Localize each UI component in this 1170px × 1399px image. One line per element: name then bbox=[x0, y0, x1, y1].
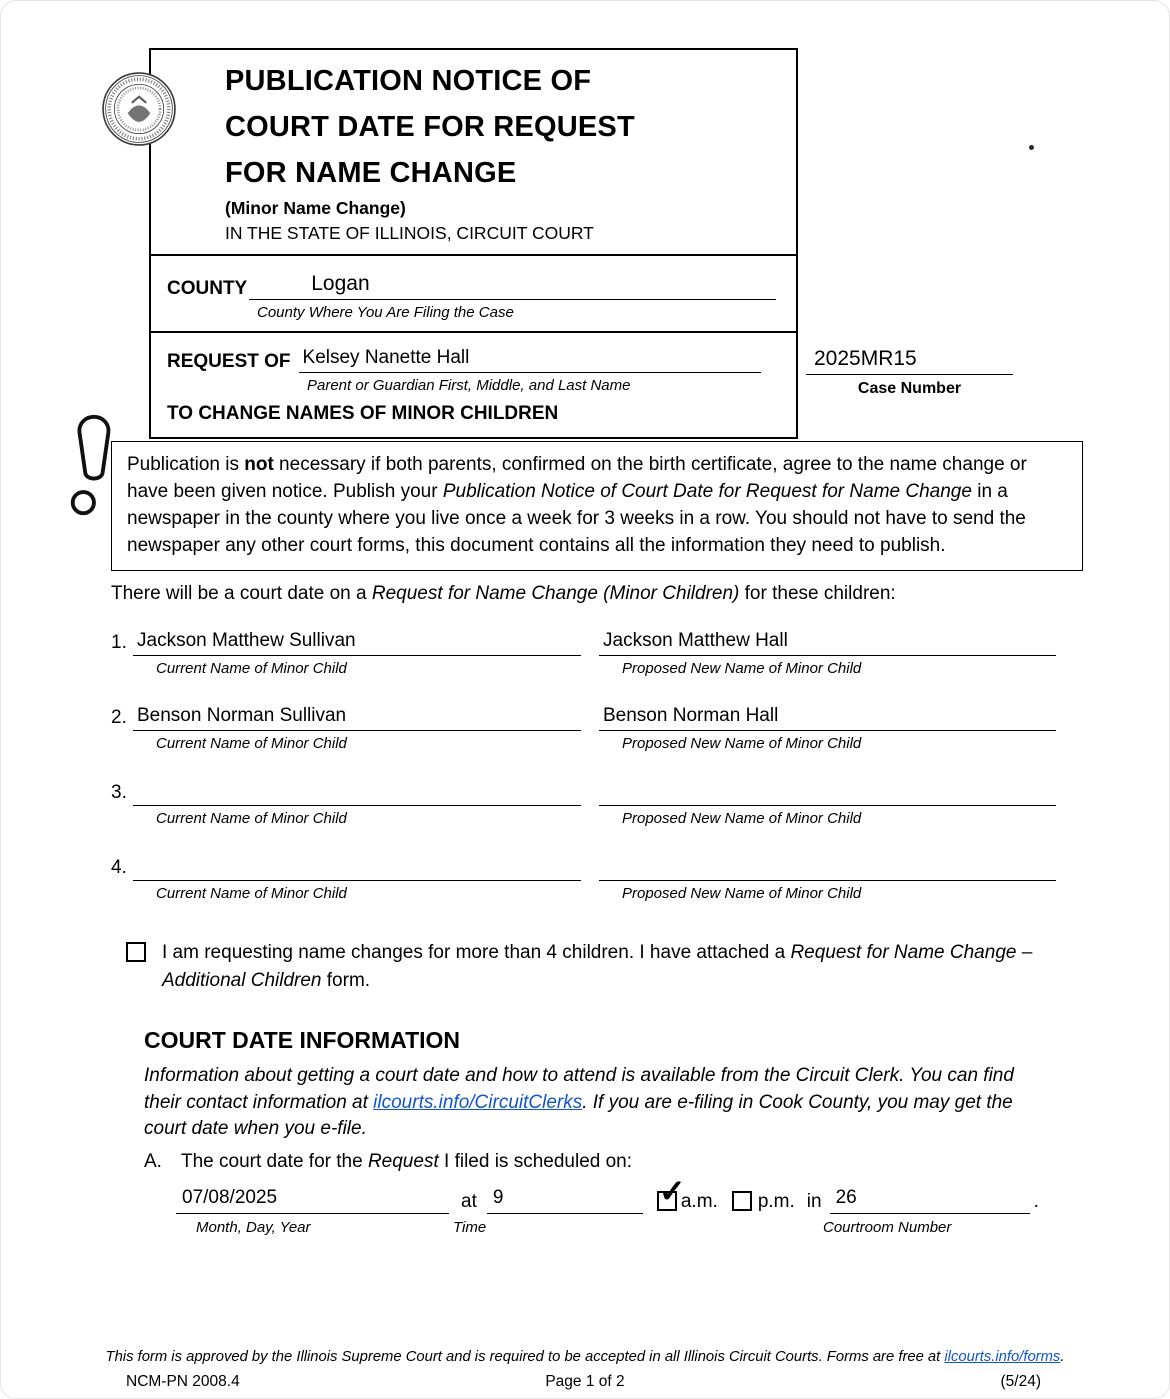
am-checkbox[interactable] bbox=[657, 1173, 686, 1211]
child-number: 2. bbox=[111, 707, 127, 728]
notice-segment: necessary if both parents, confirmed on the birth certificate, agree to the name change or have been given notice. Publish your bbox=[127, 454, 1027, 502]
page-indicator: Page 1 of 2 bbox=[545, 1373, 625, 1390]
intro-italic-segment: Request for Name Change (Minor Children) bbox=[371, 583, 740, 604]
proposed-name-field[interactable] bbox=[599, 630, 1056, 656]
court-date-field[interactable] bbox=[176, 1187, 449, 1214]
item-a-letter: A. bbox=[144, 1151, 162, 1172]
time-value: 9 bbox=[492, 1187, 504, 1208]
check-icon: ✓ bbox=[658, 1173, 686, 1209]
court-date-intro bbox=[111, 583, 896, 605]
court-date-fields-row bbox=[176, 1173, 1039, 1214]
more-children-segment: form. bbox=[321, 970, 371, 991]
proposed-name-value bbox=[599, 780, 603, 801]
more-children-italic-segment: Request for Name Change – Additional Children bbox=[162, 942, 1033, 991]
intro-segment: for these children: bbox=[739, 583, 896, 604]
child-row-4 bbox=[111, 855, 1056, 902]
form-number: NCM-PN 2008.4 bbox=[126, 1373, 240, 1390]
county-field[interactable] bbox=[249, 272, 776, 300]
requestor-name: Kelsey Nanette Hall bbox=[302, 347, 470, 368]
more-children-segment: I am requesting name changes for more than 4 children. I have attached a bbox=[162, 942, 791, 963]
county-value: Logan bbox=[311, 272, 370, 295]
request-section bbox=[151, 331, 796, 437]
case-number-label: Case Number bbox=[857, 380, 962, 397]
child-row-3 bbox=[111, 780, 1056, 827]
requestor-hint: Parent or Guardian First, Middle, and Last Name bbox=[307, 377, 631, 394]
info-segment: . If you are e-filing in Cook County, you may get the court date when you e-file. bbox=[144, 1091, 1013, 1139]
current-name-value bbox=[133, 855, 137, 876]
form-title bbox=[225, 58, 788, 196]
footer-segment: . bbox=[1060, 1349, 1065, 1365]
date-hint: Month, Day, Year bbox=[196, 1219, 311, 1236]
notice-italic-segment: Publication Notice of Court Date for Request for Name Change bbox=[442, 481, 972, 502]
item-a-segment: The court date for the bbox=[181, 1151, 368, 1172]
pm-checkbox[interactable] bbox=[732, 1191, 752, 1211]
circuit-clerks-link[interactable]: ilcourts.info/CircuitClerks bbox=[373, 1091, 583, 1113]
children-list bbox=[111, 630, 1056, 930]
form-subtitle: (Minor Name Change) bbox=[225, 198, 406, 218]
request-of-label: REQUEST OF bbox=[167, 351, 291, 372]
courtroom-value: 26 bbox=[835, 1187, 857, 1208]
more-children-checkbox[interactable] bbox=[126, 942, 146, 962]
current-name-hint: Current Name of Minor Child bbox=[156, 735, 347, 752]
item-a-segment: I filed is scheduled on: bbox=[438, 1151, 633, 1172]
court-date-info-paragraph bbox=[144, 1063, 1049, 1143]
court-date-value: 07/08/2025 bbox=[182, 1187, 278, 1208]
proposed-name-hint: Proposed New Name of Minor Child bbox=[622, 735, 862, 752]
footer-approval-line bbox=[106, 1349, 1065, 1365]
proposed-name-value bbox=[599, 855, 603, 876]
child-number: 1. bbox=[111, 632, 127, 653]
stray-dot bbox=[1029, 145, 1034, 150]
requestor-name-field[interactable] bbox=[299, 347, 761, 373]
notice-bold-segment: not bbox=[244, 454, 274, 475]
time-hint: Time bbox=[453, 1219, 487, 1236]
pm-label: p.m. bbox=[757, 1191, 795, 1212]
proposed-name-value: Benson Norman Hall bbox=[603, 705, 779, 726]
sentence-period: . bbox=[1033, 1191, 1039, 1212]
notice-segment: in a newspaper in the county where you live once a week for 3 weeks in a row. You should not have to send the newspaper any other court forms, this document contains all the information they need to publish. bbox=[127, 481, 1026, 556]
current-name-hint: Current Name of Minor Child bbox=[156, 885, 347, 902]
current-name-field[interactable] bbox=[133, 630, 581, 656]
notice-segment: Publication is bbox=[127, 454, 245, 475]
form-title-line1: PUBLICATION NOTICE OF bbox=[225, 65, 592, 97]
jurisdiction-line: IN THE STATE OF ILLINOIS, CIRCUIT COURT bbox=[225, 223, 594, 243]
item-a-italic-segment: Request bbox=[367, 1151, 439, 1172]
current-name-value: Benson Norman Sullivan bbox=[137, 705, 347, 726]
case-number-field[interactable] bbox=[806, 347, 1013, 375]
publication-notice-text bbox=[127, 451, 1066, 559]
time-field[interactable] bbox=[487, 1187, 643, 1214]
footer-segment: This form is approved by the Illinois Supreme Court and is required to be accepted in all Illinois Circuit Courts. Forms are free at bbox=[105, 1349, 945, 1365]
form-title-line2: COURT DATE FOR REQUEST bbox=[225, 111, 635, 143]
proposed-name-value: Jackson Matthew Hall bbox=[603, 630, 788, 651]
child-number: 3. bbox=[111, 782, 127, 803]
item-a-text bbox=[181, 1151, 632, 1173]
am-label: a.m. bbox=[680, 1191, 718, 1212]
court-date-information-heading: COURT DATE INFORMATION bbox=[144, 1027, 461, 1053]
child-row-1 bbox=[111, 630, 1056, 677]
current-name-hint: Current Name of Minor Child bbox=[156, 660, 347, 677]
form-title-line3: FOR NAME CHANGE bbox=[225, 157, 517, 189]
to-change-label: TO CHANGE NAMES OF MINOR CHILDREN bbox=[167, 403, 559, 424]
more-children-label bbox=[162, 939, 1042, 995]
illinois-supreme-court-seal-icon bbox=[101, 71, 177, 147]
form-title-block bbox=[151, 50, 796, 254]
current-name-field[interactable] bbox=[133, 780, 581, 806]
current-name-field[interactable] bbox=[133, 855, 581, 881]
child-row-2 bbox=[111, 705, 1056, 752]
at-label: at bbox=[461, 1191, 477, 1212]
proposed-name-field[interactable] bbox=[599, 705, 1056, 731]
court-date-item-a bbox=[144, 1151, 632, 1173]
proposed-name-hint: Proposed New Name of Minor Child bbox=[622, 810, 862, 827]
current-name-hint: Current Name of Minor Child bbox=[156, 810, 347, 827]
proposed-name-hint: Proposed New Name of Minor Child bbox=[622, 885, 862, 902]
more-children-row bbox=[126, 939, 1042, 995]
case-number-block bbox=[806, 347, 1013, 398]
county-label: COUNTY bbox=[167, 278, 248, 299]
intro-segment: There will be a court date on a bbox=[111, 583, 372, 604]
current-name-field[interactable] bbox=[133, 705, 581, 731]
proposed-name-field[interactable] bbox=[599, 855, 1056, 881]
publication-notice-box bbox=[111, 441, 1083, 571]
proposed-name-field[interactable] bbox=[599, 780, 1056, 806]
courtroom-field[interactable] bbox=[830, 1187, 1030, 1214]
form-header-box bbox=[149, 48, 798, 439]
info-segment: Information about getting a court date and how to attend is available from the Circuit Clerk. You can find their contact information at bbox=[144, 1065, 1014, 1113]
in-label: in bbox=[806, 1191, 822, 1212]
revision-date: (5/24) bbox=[1000, 1373, 1041, 1390]
current-name-value bbox=[133, 780, 137, 801]
current-name-value: Jackson Matthew Sullivan bbox=[137, 630, 356, 651]
case-number-value: 2025MR15 bbox=[814, 347, 917, 370]
exclamation-warning-icon bbox=[63, 413, 121, 519]
courtroom-hint: Courtroom Number bbox=[823, 1219, 952, 1236]
county-section bbox=[151, 254, 796, 331]
forms-link[interactable]: ilcourts.info/forms bbox=[944, 1349, 1061, 1365]
child-number: 4. bbox=[111, 857, 127, 878]
county-hint: County Where You Are Filing the Case bbox=[257, 304, 514, 321]
proposed-name-hint: Proposed New Name of Minor Child bbox=[622, 660, 862, 677]
